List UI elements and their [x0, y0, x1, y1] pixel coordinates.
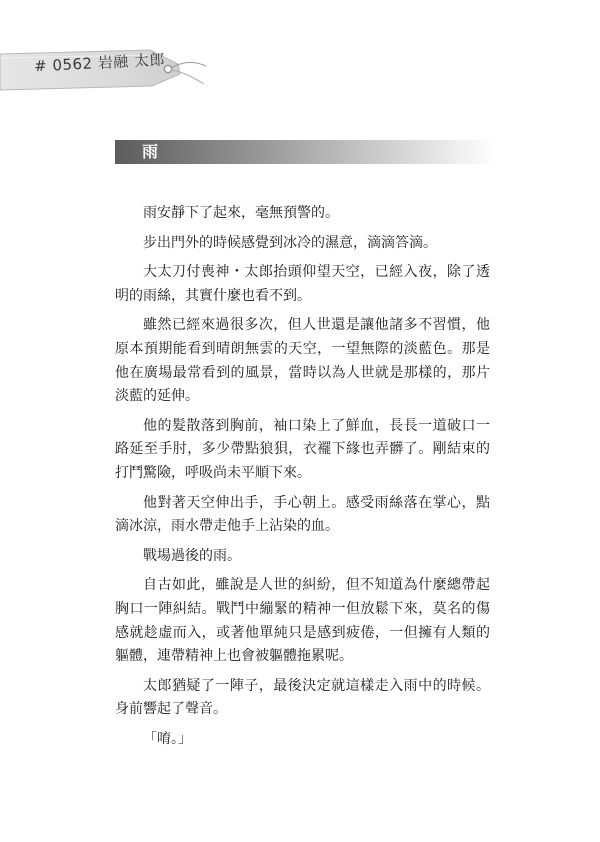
body-text [115, 202, 490, 757]
header-tag [0, 40, 210, 92]
paragraph: 戰場過後的雨。 [143, 547, 241, 564]
paragraph: 他對著天空伸出手，手心朝上。感受雨絲落在掌心，點滴冰涼，雨水帶走他手上沾染的血。 [115, 494, 490, 535]
paragraph: 太郎猶疑了一陣子，最後決定就這樣走入雨中的時候。身前響起了聲音。 [115, 677, 490, 718]
paragraph: 雨安靜下了起來，毫無預警的。 [143, 205, 339, 221]
chapter-title-bar [115, 140, 495, 164]
chapter-title: 雨 [142, 142, 159, 161]
paragraph: 步出門外的時候感覺到冰冷的濕意，滴滴答滴。 [143, 234, 437, 251]
paragraph: 自古如此，雖說是人世的糾紛，但不知道為什麼總帶起胸口一陣糾結。戰鬥中繃緊的精神一但放鬆下來，莫名的傷感就趁虛而入，或著他單純只是感到疲倦，一但擁有人類的軀體，連帶精神上也會被軀體拖累呢。 [115, 577, 490, 665]
paragraph: 雖然已經來過很多次，但人世還是讓他諸多不習慣，他原本預期能看到晴朗無雲的天空，一望無際的淡藍色。那是他在廣場最常看到的風景，當時以為人世就是那樣的，那片淡藍的延伸。 [115, 317, 490, 405]
tag-label: # 0562 岩融 太郎 [33, 50, 166, 76]
paragraph: 大太刀付喪神・太郎抬頭仰望天空，已經入夜，除了透明的雨絲，其實什麼也看不到。 [115, 264, 490, 304]
paragraph: 「唷。」 [143, 730, 192, 747]
paragraph: 他的髮散落到胸前，袖口染上了鮮血，長長一道破口一路延至手肘，多少帶點狼狽，衣襬下緣也弄髒了。剛結束的打鬥驚險，呼吸尚未平順下來。 [115, 417, 490, 481]
